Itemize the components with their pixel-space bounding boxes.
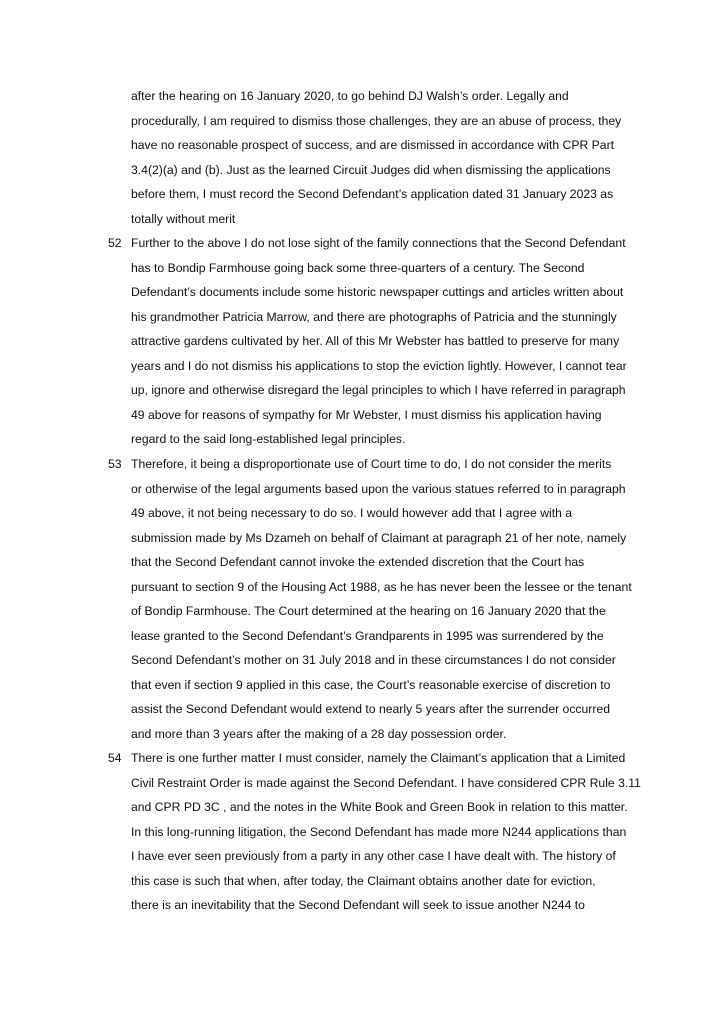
text-line: totally without merit (131, 211, 236, 226)
text-line: regard to the said long-established legal principles. (131, 432, 406, 446)
text-line: or otherwise of the legal arguments based upon the various statues referred to in paragraph (131, 481, 626, 496)
text-line: this case is such that when, after today, the Claimant obtains another date for eviction, (131, 873, 596, 888)
text-line: after the hearing on 16 January 2020, to go behind DJ Walsh’s order. Legally and (131, 89, 569, 103)
text-line: up, ignore and otherwise disregard the legal principles to which I have referred in paragraph (131, 383, 626, 397)
text-line: Second Defendant’s mother on 31 July 2018 and in these circumstances I do not consider (131, 653, 616, 667)
text-line: lease granted to the Second Defendant’s Grandparents in 1995 was surrendered by the (131, 628, 604, 643)
text-line: that even if section 9 applied in this case, the Court’s reasonable exercise of discretion to (131, 677, 611, 692)
text-line: of Bondip Farmhouse. The Court determined at the hearing on 16 January 2020 that the (131, 604, 606, 618)
text-line: submission made by Ms Dzameh on behalf of Claimant at paragraph 21 of her note, namely (131, 530, 627, 545)
text-line: There is one further matter I must consider, namely the Claimant’s application that a Limited (131, 751, 626, 765)
text-line: procedurally, I am required to dismiss those challenges, they are an abuse of process, they (131, 113, 622, 128)
text-line: 49 above, it not being necessary to do so. I would however add that I agree with a (131, 506, 573, 520)
paragraph-number: 52 (108, 236, 122, 250)
text-line: Further to the above I do not lose sight of the family connections that the Second Defendant (131, 236, 626, 250)
text-line: that the Second Defendant cannot invoke the extended discretion that the Court has (131, 555, 585, 569)
text-line: attractive gardens cultivated by her. All of this Mr Webster has battled to preserve for many (131, 334, 620, 348)
text-line: In this long-running litigation, the Second Defendant has made more N244 applications than (131, 824, 627, 839)
text-line: his grandmother Patricia Marrow, and there are photographs of Patricia and the stunningly (131, 309, 617, 324)
text-line: years and I do not dismiss his applications to stop the eviction lightly. However, I cannot tear (131, 358, 627, 373)
text-line: and CPR PD 3C , and the notes in the White Book and Green Book in relation to this matter. (131, 800, 628, 814)
text-line: I have ever seen previously from a party in any other case I have dealt with. The history of (131, 849, 616, 863)
text-line: before them, I must record the Second Defendant’s application dated 31 January 2023 as (131, 187, 614, 201)
text-line: there is an inevitability that the Second Defendant will seek to issue another N244 to (131, 898, 585, 912)
text-line: Therefore, it being a disproportionate use of Court time to do, I do not consider the merits (131, 457, 612, 471)
text-line: pursuant to section 9 of the Housing Act 1988, as he has never been the lessee or the tenant (131, 579, 632, 594)
text-line: 49 above for reasons of sympathy for Mr Webster, I must dismiss his application having (131, 407, 602, 422)
paragraph-number: 54 (108, 751, 122, 765)
text-line: Civil Restraint Order is made against the Second Defendant. I have considered CPR Rule 3.11 (131, 775, 641, 790)
paragraph-number: 53 (108, 457, 122, 471)
text-line: and more than 3 years after the making of a 28 day possession order. (131, 726, 507, 741)
text-line: 3.4(2)(a) and (b). Just as the learned Circuit Judges did when dismissing the applications (131, 162, 611, 177)
text-line: has to Bondip Farmhouse going back some three-quarters of a century. The Second (131, 260, 585, 275)
text-line: Defendant’s documents include some historic newspaper cuttings and articles written about (131, 285, 624, 299)
text-line: have no reasonable prospect of success, and are dismissed in accordance with CPR Part (131, 138, 615, 152)
text-line: assist the Second Defendant would extend to nearly 5 years after the surrender occurred (131, 702, 610, 716)
